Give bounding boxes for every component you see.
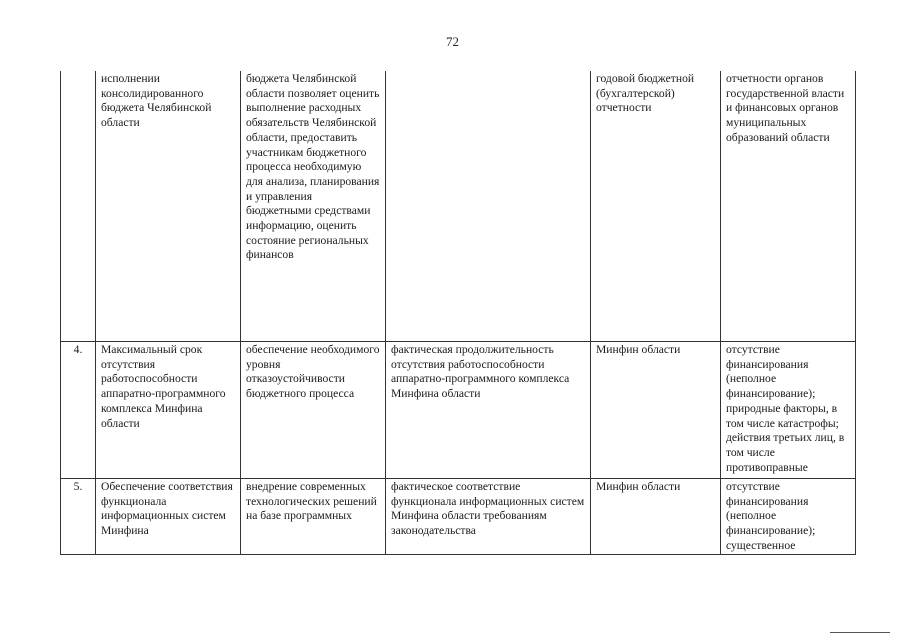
- page-number: 72: [446, 34, 459, 49]
- row-number: 5.: [61, 479, 96, 555]
- calculation-cell: фактическое соответствие функционала информационных систем Минфина области требованиям законодательства: [386, 479, 591, 555]
- source-cell: годовой бюджетной (бухгалтерской) отчетности: [591, 71, 721, 342]
- footer-rule: [830, 632, 890, 633]
- calculation-cell: фактическая продолжительность отсутствия работоспособности аппаратно-программного комплекса Минфина области: [386, 342, 591, 479]
- indicators-table: [60, 71, 856, 555]
- indicator-name-cell: Обеспечение соответствия функционала информационных систем Минфина: [96, 479, 241, 555]
- table-row: [61, 342, 856, 479]
- purpose-cell: бюджета Челябинской области позволяет оценить выполнение расходных обязательств Челябинской области, предоставить участникам бюджетного процесса необходимую для анализа, планирования и управления бюджетными средствами информацию, оценить состояние региональных финансов: [241, 71, 386, 342]
- source-cell: Минфин области: [591, 479, 721, 555]
- purpose-cell: внедрение современных технологических решений на базе программных: [241, 479, 386, 555]
- risks-cell: отсутствие финансирования (неполное финансирование); природные факторы, в том числе катастрофы; действия третьих лиц, в том числе противоправные: [721, 342, 856, 479]
- indicator-name-cell: исполнении консолидированного бюджета Челябинской области: [96, 71, 241, 342]
- indicator-name-cell: Максимальный срок отсутствия работоспособности аппаратно-программного комплекса Минфина области: [96, 342, 241, 479]
- table-row: [61, 71, 856, 342]
- risks-cell: отчетности органов государственной власти и финансовых органов муниципальных образований области: [721, 71, 856, 342]
- risks-cell: отсутствие финансирования (неполное финансирование); существенное: [721, 479, 856, 555]
- row-number: [61, 71, 96, 342]
- table-row: [61, 479, 856, 555]
- purpose-cell: обеспечение необходимого уровня отказоустойчивости бюджетного процесса: [241, 342, 386, 479]
- calculation-cell: [386, 71, 591, 342]
- row-number: 4.: [61, 342, 96, 479]
- source-cell: Минфин области: [591, 342, 721, 479]
